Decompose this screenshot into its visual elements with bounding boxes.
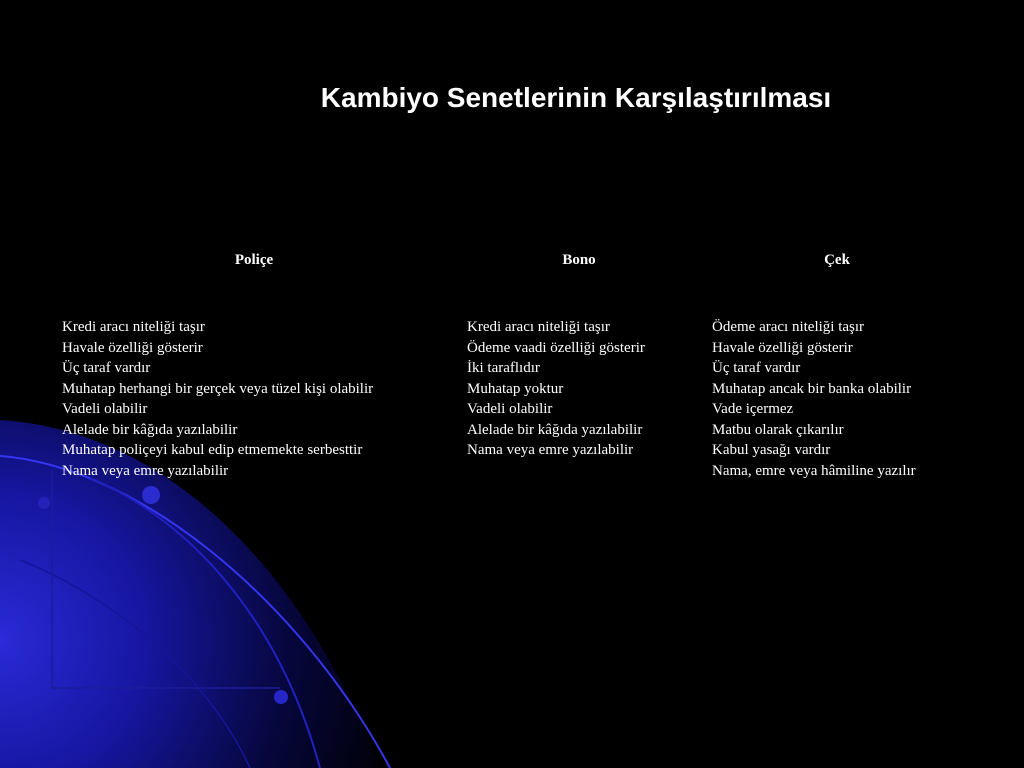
column-header-cek: Çek [824,252,850,268]
list-item: Muhatap poliçeyi kabul edip etmemekte serbesttir [62,442,363,458]
list-item: Alelade bir kâğıda yazılabilir [467,421,643,438]
list-item: Kredi aracı niteliği taşır [467,319,610,335]
list-item: Havale özelliği gösterir [712,339,853,356]
list-item: Nama veya emre yazılabilir [62,462,229,479]
list-item: Kabul yasağı vardır [712,442,831,458]
column-header-bono: Bono [562,252,596,268]
list-item: Muhatap herhangi bir gerçek veya tüzel kişi olabilir [62,380,374,397]
decor-dot-bottom [274,690,288,704]
list-item: Ödeme aracı niteliği taşır [712,319,865,335]
list-item: Kredi aracı niteliği taşır [62,319,205,335]
column-header-police: Poliçe [234,252,274,268]
list-item: Üç taraf vardır [712,360,801,376]
list-item: Nama, emre veya hâmiline yazılır [712,462,916,479]
cek-features-list [712,317,916,481]
decor-dot-large [142,486,160,504]
list-item: Vadeli olabilir [467,401,553,417]
list-item: Vade içermez [712,401,794,417]
bono-features-list [467,317,645,461]
police-features-list [62,317,373,481]
list-item: Matbu olarak çıkarılır [712,421,844,438]
list-item: Havale özelliği gösterir [62,339,203,356]
list-item: Nama veya emre yazılabilir [467,442,634,458]
list-item: Muhatap ancak bir banka olabilir [712,380,912,397]
list-item: Alelade bir kâğıda yazılabilir [62,421,238,438]
list-item: Muhatap yoktur [467,380,564,397]
slide-title: Kambiyo Senetlerinin Karşılaştırılması [320,82,832,113]
list-item: Vadeli olabilir [62,401,148,417]
list-item: İki taraflıdır [467,360,540,376]
list-item: Üç taraf vardır [62,360,151,376]
decor-dot-small-left [38,497,50,509]
list-item: Ödeme vaadi özelliği gösterir [467,339,645,356]
